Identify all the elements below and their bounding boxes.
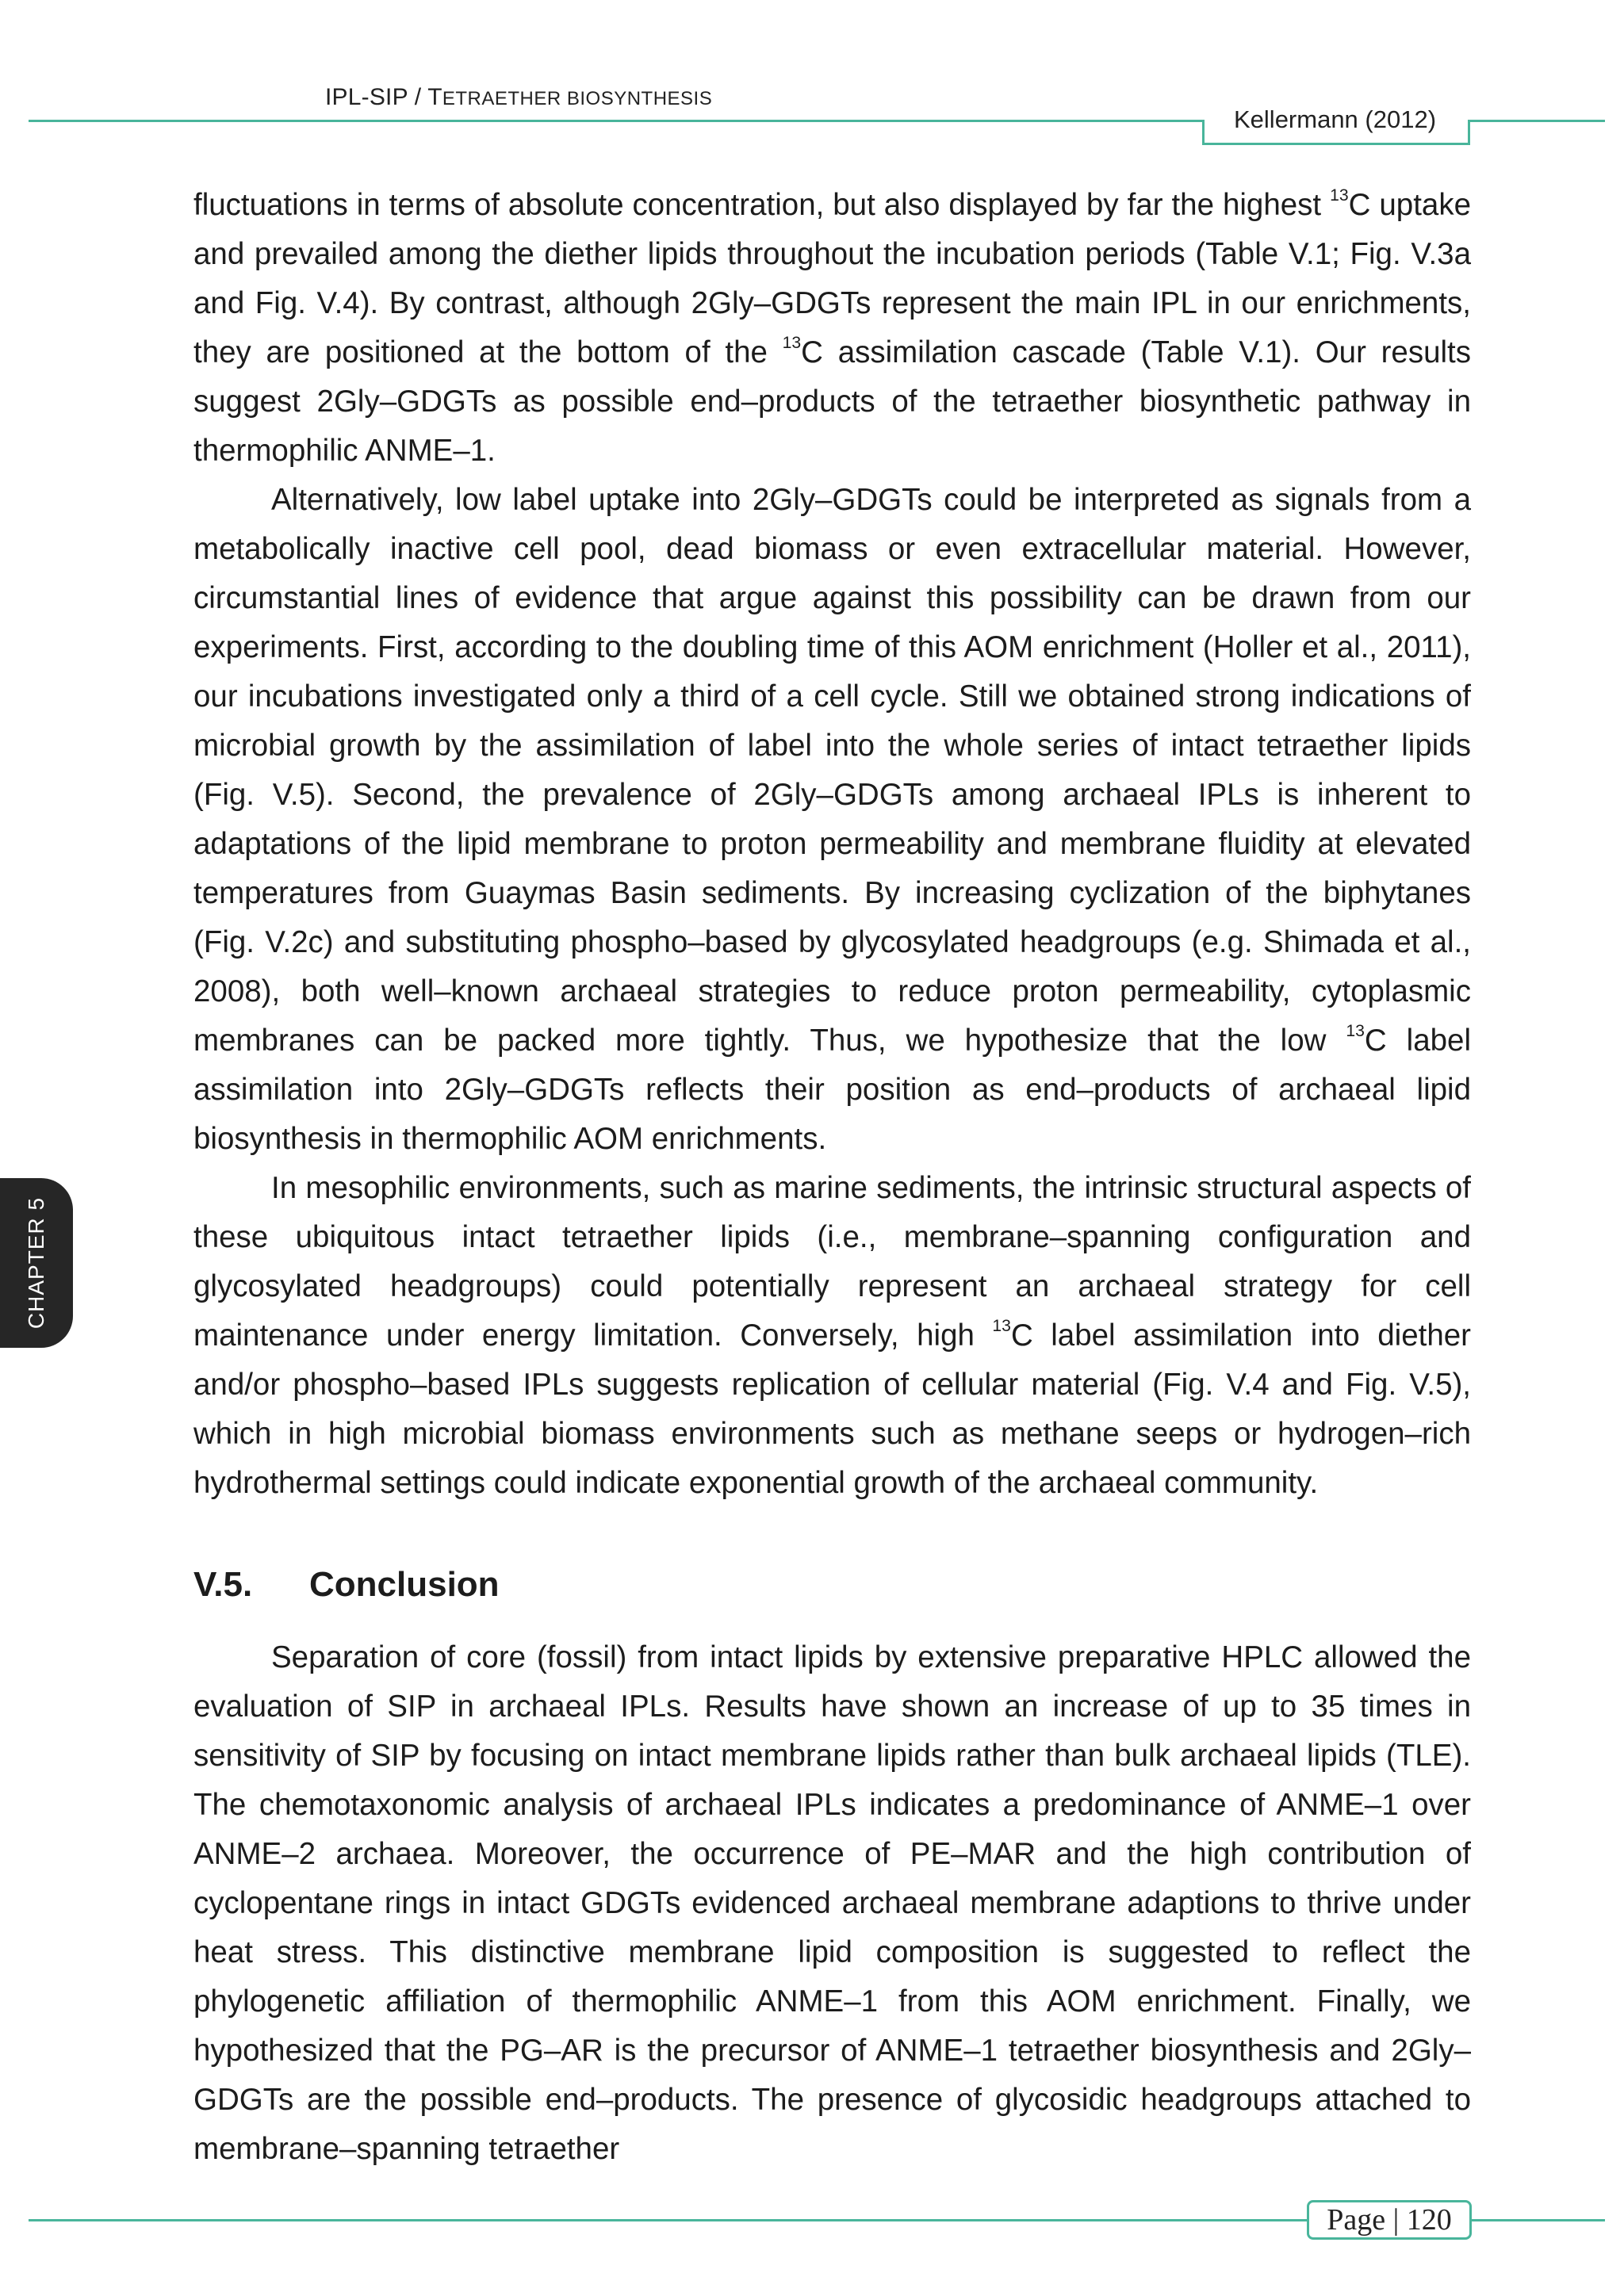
section-heading	[193, 1560, 1471, 1609]
running-title: IPL-SIP / TETRAETHER BIOSYNTHESIS	[325, 84, 713, 110]
header-rule-left	[29, 120, 1202, 122]
footer-rule-left	[29, 2219, 1307, 2221]
paragraph-conclusion: Separation of core (fossil) from intact lipids by extensive preparative HPLC allowed the evaluation of SIP in archaeal IPLs. Results have shown an increase of up to 35 times in sensitivity of SIP by focusing on intact membrane lipids rather than bulk archaeal lipids (TLE). The chemotaxonomic analysis of archaeal IPLs indicates a predominance of ANME–1 over ANME–2 archaea. Moreover, the occurrence of PE–MAR and the high contribution of cyclopentane rings in intact GDGTs evidenced archaeal membrane adaptions to thrive under heat stress. This distinctive membrane lipid composition is suggested to reflect the phylogenetic affiliation of thermophilic ANME–1 from this AOM enrichment. Finally, we hypothesized that the PG–AR is the precursor of ANME–1 tetraether biosynthesis and 2Gly–GDGTs are the possible end–products. The presence of glycosidic headgroups attached to membrane–spanning tetraether	[193, 1640, 1471, 2166]
section-number: V.5.	[193, 1565, 253, 1604]
page-number: Page | 120	[1327, 2203, 1452, 2237]
footer-rule-right	[1472, 2219, 1605, 2221]
section-title: Conclusion	[309, 1565, 500, 1604]
header-rule-right	[1470, 120, 1605, 122]
paragraph-alternatively: Alternatively, low label uptake into 2Gly–GDGTs could be interpreted as signals from a metabolically inactive cell pool, dead biomass or even extracellular material. However, circumstantial lines of evidence that argue against this possibility can be drawn from our experiments. First, according to the doubling time of this AOM enrichment (Holler et al., 2011), our incubations investigated only a third of a cell cycle. Still we obtained strong indications of microbial growth by the assimilation of label into the whole series of intact tetraether lipids (Fig. V.5). Second, the prevalence of 2Gly–GDGTs among archaeal IPLs is inherent to adaptations of the lipid membrane to proton permeability and membrane fluidity at elevated temperatures from Guaymas Basin sediments. By increasing cyclization of the biphytanes (Fig. V.2c) and substituting phospho–based by glycosylated headgroups (e.g. Shimada et al., 2008), both well–known archaeal strategies to reduce proton permeability, cytoplasmic membranes can be packed more tightly. Thus, we hypothesize that the low $^{13}$C label assimilation into 2Gly–GDGTs reflects their position as end–products of archaeal lipid biosynthesis in thermophilic AOM enrichments.	[193, 483, 1471, 1156]
paragraph-continued: fluctuations in terms of absolute concentration, but also displayed by far the highest $^{13}$C uptake and prevailed among the diether lipids throughout the incubation periods (Table V.1; Fig. V.3a and Fig. V.4). By contrast, although 2Gly–GDGTs represent the main IPL in our enrichments, they are positioned at the bottom of the $^{13}$C assimilation cascade (Table V.1). Our results suggest 2Gly–GDGTs as possible end–products of the tetraether biosynthetic pathway in thermophilic ANME–1.	[193, 186, 1471, 468]
chapter-tab-label: CHAPTER 5	[24, 1196, 48, 1330]
author-year: Kellermann (2012)	[1234, 105, 1437, 133]
page-number-box	[1307, 2200, 1472, 2240]
chapter-tab	[0, 1178, 73, 1348]
paragraph-mesophilic: In mesophilic environments, such as marine sediments, the intrinsic structural aspects of these ubiquitous intact tetraether lipids (i.e., membrane–spanning configuration and glycosylated headgroups) could potentially represent an archaeal strategy for cell maintenance under energy limitation. Conversely, high $^{13}$C label assimilation into diether and/or phospho–based IPLs suggests replication of cellular material (Fig. V.4 and Fig. V.5), which in high microbial biomass environments such as methane seeps or hydrogen–rich hydrothermal settings could indicate exponential growth of the archaeal community.	[193, 1171, 1471, 1500]
page-body	[193, 181, 1471, 2174]
